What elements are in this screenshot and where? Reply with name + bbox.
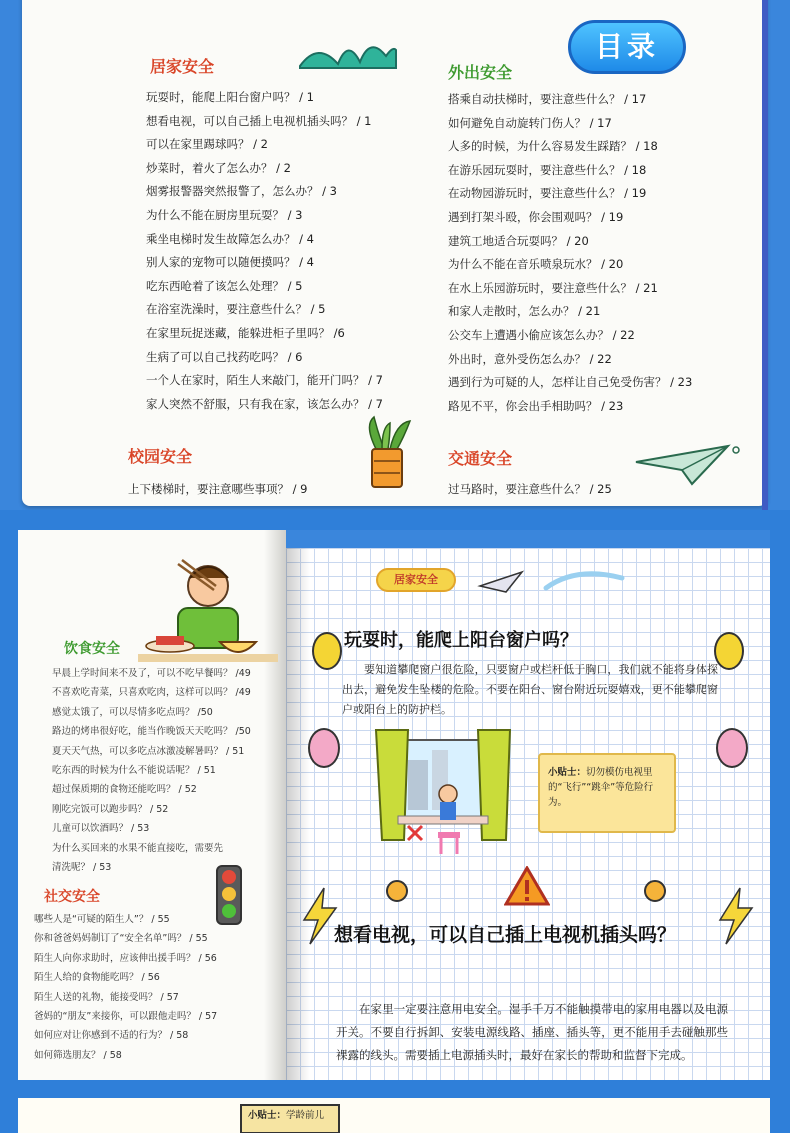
toc-entry: 如何应对让你感到不适的行为？ / 58 [34,1030,189,1042]
toc-entry: 早晨上学时间来不及了，可以不吃早餐吗？ /49 [52,668,251,679]
section-heading-campus: 校园安全 [128,447,193,466]
toc-entry: 为什么不能在音乐喷泉玩水？ / 20 [448,257,624,272]
section-heading-diet: 饮食安全 [64,641,120,657]
question-body-2: 在家里一定要注意用电安全。湿手千万不能触摸带电的家用电器以及电源开关。不要自行拆卸、安装电源线路、插座、插头等，更不能用手去碰触那些裸露的线头。需要插上电源插头时，最好在家长的帮助和监督下完成。 [336,1002,728,1062]
toc-entry: 在家里玩捉迷藏，能躲进柜子里吗？ /6 [146,325,345,340]
next-page-strip [18,1098,770,1133]
yellow-balloon-icon [312,632,342,670]
question-body-1: 要知道攀爬窗户很危险，只要窗户或栏杆低于胸口，我们就不能将身体探出去，避免发生坠楼的危险。不要在阳台、窗台附近玩耍嬉戏，更不能攀爬窗户或阳台上的防护栏。 [342,663,718,716]
toc-list-social [34,910,217,1065]
toc-entry: 爸妈的“朋友”来接你，可以跟他走吗？ / 57 [34,1010,218,1022]
yellow-balloon-icon [714,632,744,670]
toc-entry: 在动物园游玩时，要注意些什么？ / 19 [448,186,647,201]
tip-text-small: 学龄前儿 [286,1110,325,1121]
section-heading-outing: 外出安全 [448,63,513,82]
section-tag: 居家安全 [376,568,456,592]
emoji-face-icon [386,880,408,902]
toc-entry: 陌生人向你求助时，应该伸出援手吗？ / 56 [34,952,217,964]
book-spread-panel [18,530,770,1080]
toc-panel [0,0,790,510]
toc-entry: 外出时，意外受伤怎么办？ / 22 [448,351,612,366]
toc-entry: 遇到行为可疑的人，怎样让自己免受伤害？ / 23 [448,375,693,390]
toc-entry: 生病了可以自己找药吃吗？ / 6 [146,349,303,364]
toc-entry: 如何避免自动旋转门伤人？ / 17 [448,115,612,130]
toc-entry: 和家人走散时，怎么办？ / 21 [448,304,601,319]
toc-entry: 陌生人给的食物能吃吗？ / 56 [34,972,160,984]
toc-entry: 想看电视，可以自己插上电视机插头吗？ / 1 [146,113,372,128]
section-heading-traffic: 交通安全 [448,449,513,468]
book-spine [762,0,768,510]
toc-entry: 遇到打架斗殴，你会围观吗？ / 19 [448,209,624,224]
question-title-2: 想看电视，可以自己插上电视机插头吗？ [334,924,677,946]
toc-entry: 路边的烤串很好吃，能当作晚饭天天吃吗？ /50 [52,726,251,738]
toc-entry: 建筑工地适合玩耍吗？ / 20 [448,233,589,248]
emoji-face-icon [644,880,666,902]
toc-entry: 路见不平，你会出手相助吗？ / 23 [448,398,624,413]
section-heading-home: 居家安全 [150,57,215,76]
toc-entry: 乘坐电梯时发生故障怎么办？ / 4 [146,231,315,246]
toc-entry: 在浴室洗澡时，要注意些什么？ / 5 [146,302,326,317]
toc-entry: 感觉太饿了，可以尽情多吃点吗？ /50 [52,706,213,718]
toc-entry: 哪些人是“可疑的陌生人”？ / 55 [34,914,170,925]
toc-entry: 清洗呢？ / 53 [52,861,112,873]
toc-title: 目录 [568,20,686,74]
toc-entry: 不喜欢吃青菜，只喜欢吃肉，这样可以吗？ /49 [52,687,251,699]
toc-entry: 刚吃完饭可以跑步吗？ / 52 [52,803,169,815]
question-title-1: 玩耍时，能爬上阳台窗户吗？ [344,630,578,651]
toc-entry: 吃东西呛着了该怎么处理？ / 5 [146,278,303,293]
grass-decoration-icon [298,36,398,70]
left-page [18,530,286,1080]
toc-entry: 为什么买回来的水果不能直接吃，需要先 [52,842,224,854]
toc-entry: 儿童可以饮酒吗？ / 53 [52,823,150,835]
pink-balloon-icon [308,728,340,768]
toc-entry: 吃东西的时候为什么不能说话呢？ / 51 [52,764,216,776]
toc-entry: 为什么不能在厨房里玩耍？ / 3 [146,207,303,222]
toc-entry: 过马路时，要注意些什么？ / 25 [448,482,612,496]
section-heading-social: 社交安全 [44,889,100,905]
toc-entry: 炒菜时，着火了怎么办？ / 2 [146,160,292,175]
toc-list-diet [52,664,251,877]
warning-triangle-icon [504,866,550,906]
traffic-light-icon [216,865,242,925]
paper-plane-and-wave-icon [476,560,626,600]
toc-entry: 上下楼梯时，要注意哪些事项？ / 9 [128,482,308,496]
pink-balloon-icon [716,728,748,768]
toc-entry: 别人家的宠物可以随便摸吗？ / 4 [146,255,315,270]
potted-plant-icon [360,415,415,490]
toc-entry: 在游乐园玩耍时，要注意些什么？ / 18 [448,162,647,177]
toc-entry: 一个人在家时，陌生人来敲门，能开门吗？ / 7 [146,373,383,388]
lightning-bolt-icon [716,886,756,946]
tip-text: 切勿模仿电视里的“飞行”“跳伞”等危险行为。 [548,767,654,808]
toc-entry: 玩耍时，能爬上阳台窗户吗？ / 1 [146,90,315,104]
toc-entry: 你和爸爸妈妈制订了“安全名单”吗？ / 55 [34,933,208,945]
toc-entry: 超过保质期的食物还能吃吗？ / 52 [52,784,197,796]
right-page [286,548,770,1080]
toc-entry: 公交车上遭遇小偷应该怎么办？ / 22 [448,327,635,342]
tip-label: 小贴士： [548,767,587,778]
toc-list-outing [448,88,692,418]
toc-entry: 陌生人送的礼物，能接受吗？ / 57 [34,991,179,1003]
paper-plane-icon [632,440,742,490]
child-eating-illustration [138,550,278,665]
toc-list-traffic [448,478,612,502]
toc-entry: 如何筛选朋友？ / 58 [34,1049,122,1061]
toc-entry: 搭乘自动扶梯时，要注意些什么？ / 17 [448,92,647,106]
toc-entry: 可以在家里踢球吗？ / 2 [146,137,269,152]
toc-entry: 家人突然不舒服，只有我在家，该怎么办？ / 7 [146,396,383,411]
toc-list-home [146,86,383,416]
tip-card [538,753,676,833]
toc-entry: 在水上乐园游玩时，要注意些什么？ / 21 [448,280,658,295]
tip-label-small: 小贴士： [248,1110,287,1121]
toc-entry: 烟雾报警器突然报警了，怎么办？ / 3 [146,184,338,199]
child-climbing-window-illustration [368,720,518,860]
toc-entry: 夏天天气热，可以多吃点冰激凌解暑吗？ / 51 [52,745,245,757]
toc-entry: 人多的时候，为什么容易发生踩踏？ / 18 [448,139,658,154]
tip-card-small [240,1104,340,1133]
toc-list-campus [128,478,308,502]
